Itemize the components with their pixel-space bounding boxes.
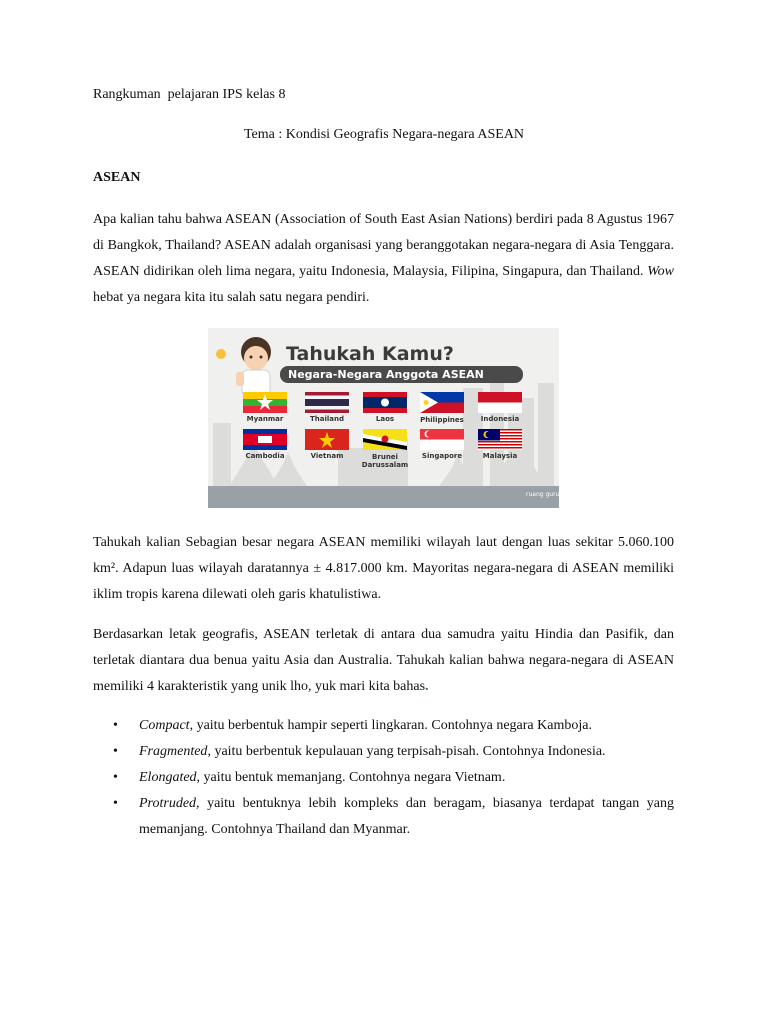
flag-label-brunei: Brunei Darussalam: [361, 453, 409, 469]
bullet-icon: •: [113, 744, 118, 759]
characteristics-list: [93, 713, 674, 843]
document-header: Rangkuman pelajaran IPS kelas 8: [93, 87, 286, 102]
paragraph-geography-text: Berdasarkan letak geografis, ASEAN terletak di antara dua samudra yaitu Hindia dan Pasifik, dan terletak diantara dua benua yaitu Asia dan Australia. Tahukah kalian bahwa negara-negara di ASEAN memiliki 4 karakteristik yang unik lho, yuk mari kita bahas: [93, 627, 674, 694]
flag-myanmar: [243, 392, 287, 413]
flag-malaysia: [478, 429, 522, 450]
paragraph-geography: [93, 622, 674, 700]
infographic-subtitle: Negara-Negara Anggota ASEAN: [288, 368, 484, 381]
flag-philippines: [420, 392, 464, 413]
asean-infographic: [208, 328, 559, 508]
brand-logo-text: ruang guru: [526, 491, 559, 498]
list-item: [93, 791, 674, 843]
list-item: [93, 765, 674, 791]
paragraph-intro-text-end: hebat ya negara kita itu salah satu negara pendiri.: [93, 290, 370, 305]
flag-label-thailand: Thailand: [310, 415, 344, 423]
paragraph-intro-italic: Wow: [647, 264, 674, 279]
flag-label-philippines: Philippines: [420, 416, 464, 424]
flag-label-vietnam: Vietnam: [310, 452, 344, 460]
flag-label-myanmar: Myanmar: [246, 415, 284, 423]
paragraph-area: Tahukah kalian Sebagian besar negara ASEAN memiliki wilayah laut dengan luas sekitar 5.060.100 km². Adapun luas wilayah daratannya ± 4.817.000 km. Mayoritas negara-negara di ASEAN memiliki iklim tropis karena dilewati oleh garis khatulistiwa.: [93, 535, 674, 602]
list-item-text: , yaitu berbentuk kepulauan yang terpisah-pisah. Contohnya Indonesia.: [207, 744, 606, 759]
list-item-term: Elongated: [139, 770, 197, 785]
infographic-title: Tahukah Kamu?: [286, 343, 454, 365]
list-item-text: , yaitu bentuk memanjang. Contohnya negara Vietnam.: [196, 770, 506, 785]
flag-thailand: [305, 392, 349, 413]
list-item-text: , yaitu bentuknya lebih kompleks dan beragam, biasanya terdapat tangan yang memanjang. Contohnya Thailand dan Myanmar.: [139, 796, 674, 837]
flag-laos: [363, 392, 407, 413]
flag-label-singapore: Singapore: [421, 452, 463, 460]
flag-cambodia: [243, 429, 287, 450]
paragraph-intro-text: Apa kalian tahu bahwa ASEAN (Association of South East Asian Nations) berdiri pada 8 Agustus 1967 di Bangkok, Thailand? ASEAN adalah organisasi yang beranggotakan negara-negara di Asia Tenggara. ASEAN didirikan oleh lima negara, yaitu Indonesia, Malaysia, Filipina, Singapura, dan Thailand.: [93, 212, 674, 279]
flag-singapore: [420, 429, 464, 450]
list-item-term: Protruded: [139, 796, 197, 811]
flag-label-malaysia: Malaysia: [482, 452, 518, 460]
bullet-icon: •: [113, 718, 118, 733]
flag-indonesia: [478, 392, 522, 413]
list-item-term: Compact: [139, 718, 190, 733]
infographic-svg: [208, 328, 559, 508]
paragraph-geography-period: .: [425, 679, 429, 694]
paragraph-intro: [93, 207, 674, 311]
bullet-icon: •: [113, 796, 118, 811]
flag-label-indonesia: Indonesia: [480, 415, 520, 423]
ground-band: [208, 486, 559, 508]
section-title: ASEAN: [93, 170, 141, 185]
list-item: [93, 713, 674, 739]
list-item: [93, 739, 674, 765]
list-item-term: Fragmented: [139, 744, 208, 759]
flag-label-laos: Laos: [375, 415, 395, 423]
theme-title: Tema : Kondisi Geografis Negara-negara ASEAN: [243, 127, 525, 142]
bullet-icon: •: [113, 770, 118, 785]
flag-brunei: [363, 429, 407, 450]
list-item-text: , yaitu berbentuk hampir seperti lingkaran. Contohnya negara Kamboja.: [189, 718, 592, 733]
flag-vietnam: [305, 429, 349, 450]
flag-label-cambodia: Cambodia: [245, 452, 285, 460]
